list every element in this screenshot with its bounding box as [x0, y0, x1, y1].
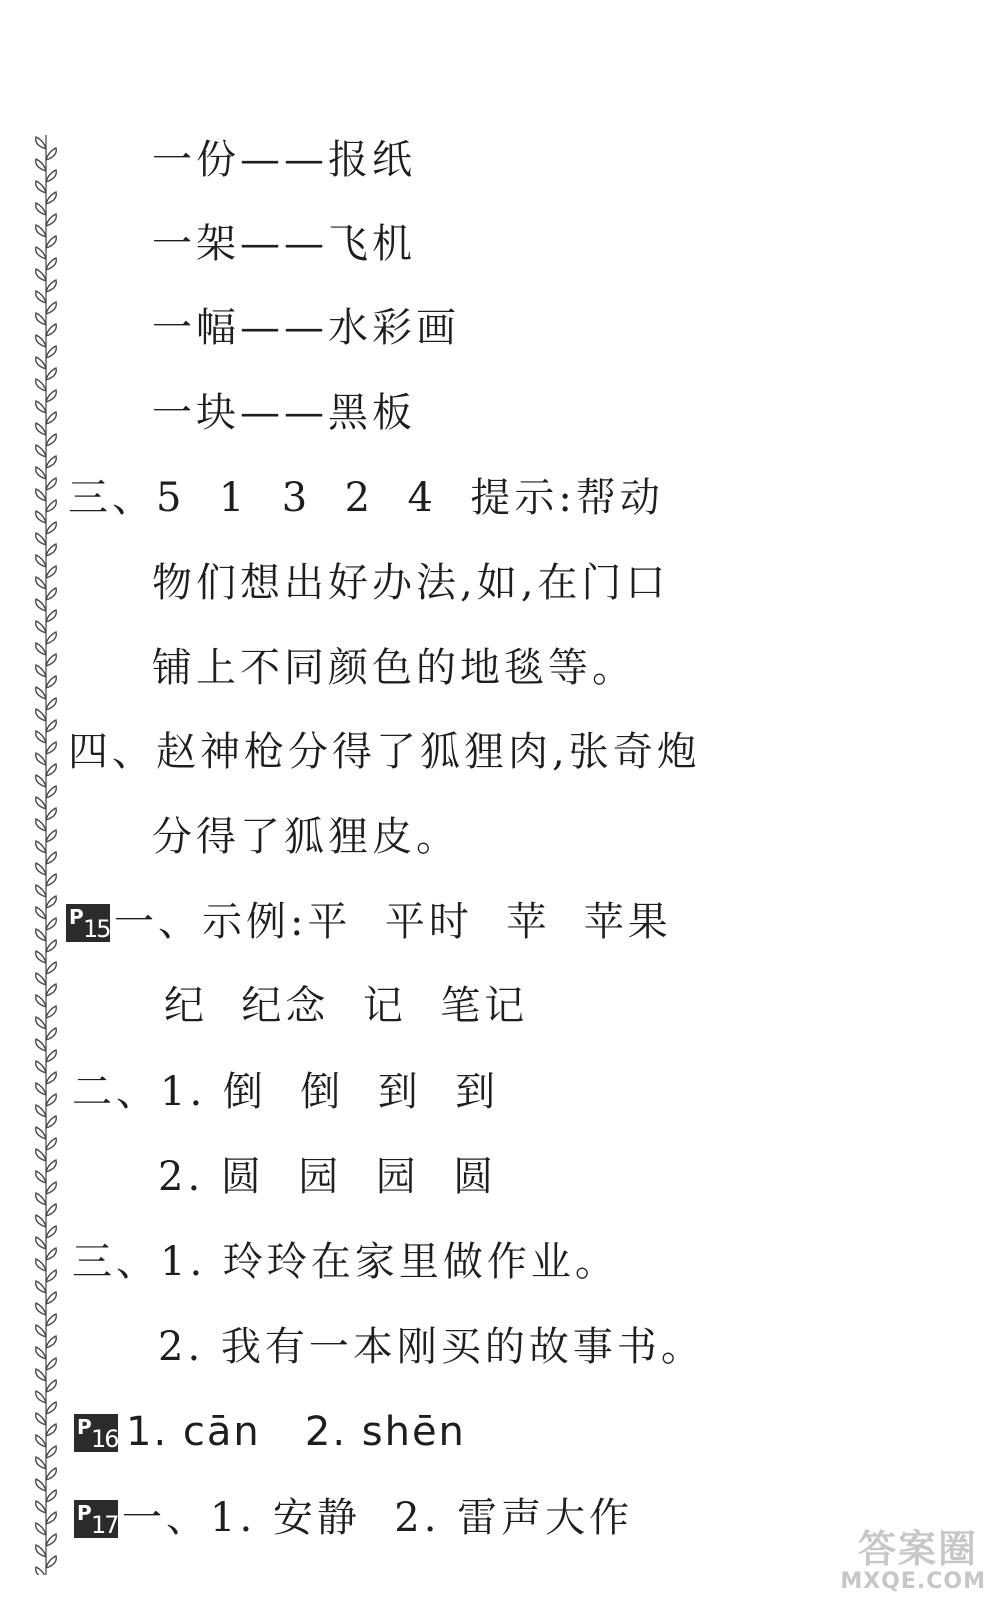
vine-leaf-icon	[46, 1292, 56, 1304]
vine-leaf-icon	[36, 203, 46, 215]
vine-leaf-icon	[36, 1061, 46, 1073]
p15-section-2-heading: 二、1. 倒 倒 到 到	[72, 1069, 500, 1115]
vine-leaf-icon	[36, 1347, 46, 1359]
page-tag-number: 15	[83, 915, 110, 943]
vine-leaf-icon	[46, 1248, 56, 1260]
p17-section-1-heading: 一、1. 安静 2. 雷声大作	[122, 1495, 634, 1541]
vine-leaf-icon	[36, 995, 46, 1007]
vine-leaf-icon	[36, 1259, 46, 1271]
vine-leaf-icon	[46, 148, 56, 160]
vine-leaf-icon	[46, 984, 56, 996]
vine-leaf-icon	[46, 1380, 56, 1392]
vine-leaf-icon	[36, 1501, 46, 1513]
vine-leaf-icon	[36, 709, 46, 721]
vine-leaf-icon	[46, 1226, 56, 1238]
vine-leaf-icon	[36, 1369, 46, 1381]
vine-leaf-icon	[46, 214, 56, 226]
vine-leaf-icon	[46, 544, 56, 556]
vine-leaf-icon	[36, 951, 46, 963]
watermark-bottom-text: MXQE.COM	[840, 1569, 986, 1594]
vine-leaf-icon	[36, 577, 46, 589]
vine-leaf-icon	[46, 500, 56, 512]
vine-leaf-icon	[46, 720, 56, 732]
vine-leaf-icon	[36, 907, 46, 919]
vine-leaf-icon	[36, 379, 46, 391]
answer-line: 一份——报纸	[152, 137, 416, 183]
answer-line: 分得了狐狸皮。	[152, 814, 460, 860]
page-tag-letter: P	[77, 1415, 92, 1439]
vine-leaf-icon	[46, 632, 56, 644]
page-tag-p15	[66, 904, 110, 942]
vine-leaf-icon	[46, 434, 56, 446]
vine-leaf-icon	[36, 599, 46, 611]
vine-leaf-icon	[46, 830, 56, 842]
vine-leaf-icon	[46, 852, 56, 864]
vine-leaf-icon	[46, 1468, 56, 1480]
vine-leaf-icon	[36, 885, 46, 897]
vine-leaf-icon	[46, 1358, 56, 1370]
vine-leaf-icon	[46, 1270, 56, 1282]
vine-leaf-icon	[36, 511, 46, 523]
vine-leaf-icon	[36, 445, 46, 457]
vine-leaf-icon	[46, 192, 56, 204]
page-tag-letter: P	[77, 1501, 92, 1525]
vine-leaf-icon	[46, 1446, 56, 1458]
page-tag-p16	[74, 1414, 118, 1452]
answer-line: 一幅——水彩画	[152, 305, 460, 351]
p15-section-3-heading: 三、1. 玲玲在家里做作业。	[72, 1239, 619, 1285]
vine-leaf-icon	[36, 225, 46, 237]
vine-leaf-icon	[46, 1402, 56, 1414]
vine-leaf-icon	[36, 401, 46, 413]
vine-leaf-icon	[46, 1160, 56, 1172]
vine-leaf-icon	[36, 1039, 46, 1051]
vine-leaf-icon	[46, 742, 56, 754]
watermark-top-text: 答案圈	[857, 1527, 978, 1571]
vine-leaf-icon	[36, 335, 46, 347]
vine-leaf-icon	[36, 291, 46, 303]
vine-leaf-icon	[46, 654, 56, 666]
vine-leaf-icon	[46, 962, 56, 974]
vine-leaf-icon	[36, 1391, 46, 1403]
page-tag-p17	[74, 1500, 118, 1538]
answer-line: 铺上不同颜色的地毯等。	[152, 645, 636, 691]
vine-leaf-icon	[46, 346, 56, 358]
vine-leaf-icon	[46, 1534, 56, 1546]
vine-leaf-icon	[36, 929, 46, 941]
answer-line: 纪 纪念 记 笔记	[164, 983, 529, 1029]
vine-leaf-icon	[36, 1017, 46, 1029]
vine-leaf-icon	[46, 874, 56, 886]
vine-leaf-icon	[36, 1457, 46, 1469]
page-tag-letter: P	[69, 905, 84, 929]
vine-leaf-icon	[36, 467, 46, 479]
vine-leaf-icon	[36, 1127, 46, 1139]
vine-leaf-icon	[36, 1237, 46, 1249]
vine-leaf-icon	[36, 1171, 46, 1183]
vine-leaf-icon	[36, 423, 46, 435]
vine-leaf-icon	[46, 940, 56, 952]
vine-border-icon	[28, 135, 64, 1575]
vine-leaf-icon	[46, 390, 56, 402]
vine-leaf-icon	[36, 247, 46, 259]
vine-leaf-icon	[36, 1545, 46, 1557]
vine-leaf-icon	[36, 181, 46, 193]
vine-leaf-icon	[46, 1094, 56, 1106]
p15-section-1-heading: 一、示例:平 平时 苹 苹果	[114, 899, 672, 945]
vine-leaf-icon	[46, 1424, 56, 1436]
vine-leaf-icon	[36, 1479, 46, 1491]
vine-leaf-icon	[36, 357, 46, 369]
vine-leaf-icon	[46, 1490, 56, 1502]
vine-leaf-icon	[36, 753, 46, 765]
vine-leaf-icon	[46, 764, 56, 776]
vine-leaf-icon	[46, 1556, 56, 1568]
vine-leaf-icon	[36, 775, 46, 787]
vine-leaf-icon	[46, 280, 56, 292]
answer-line: 一架——飞机	[152, 221, 416, 267]
vine-leaf-icon	[36, 1523, 46, 1535]
vine-leaf-icon	[46, 456, 56, 468]
section-3-heading: 三、5 1 3 2 4 提示:帮动	[68, 475, 664, 521]
vine-leaf-icon	[36, 1105, 46, 1117]
vine-leaf-icon	[46, 1072, 56, 1084]
vine-leaf-icon	[36, 489, 46, 501]
vine-leaf-icon	[36, 1083, 46, 1095]
vine-leaf-icon	[36, 863, 46, 875]
vine-leaf-icon	[36, 137, 46, 149]
vine-leaf-icon	[36, 1413, 46, 1425]
vine-leaf-icon	[46, 698, 56, 710]
vine-leaf-icon	[46, 610, 56, 622]
vine-leaf-icon	[36, 643, 46, 655]
vine-leaf-icon	[36, 841, 46, 853]
vine-leaf-icon	[46, 588, 56, 600]
vine-leaf-icon	[36, 687, 46, 699]
vine-leaf-icon	[46, 1336, 56, 1348]
vine-leaf-icon	[46, 1050, 56, 1062]
watermark-logo	[826, 1516, 986, 1596]
vine-leaf-icon	[36, 665, 46, 677]
vine-leaf-icon	[46, 302, 56, 314]
vine-leaf-icon	[36, 313, 46, 325]
p16-answer-line: 1. cān 2. shēn	[126, 1409, 466, 1455]
vine-leaf-icon	[36, 555, 46, 567]
answer-line: 2. 我有一本刚买的故事书。	[158, 1324, 705, 1370]
vine-leaf-icon	[36, 819, 46, 831]
page-tag-number: 17	[91, 1511, 118, 1539]
vine-leaf-icon	[46, 1182, 56, 1194]
vine-leaf-icon	[36, 1325, 46, 1337]
vine-leaf-icon	[36, 1281, 46, 1293]
section-4-heading: 四、赵神枪分得了狐狸肉,张奇炮	[68, 729, 701, 775]
vine-leaf-icon	[36, 621, 46, 633]
vine-leaf-icon	[46, 1314, 56, 1326]
answer-line: 一块——黑板	[152, 390, 416, 436]
vine-leaf-icon	[36, 533, 46, 545]
vine-leaf-icon	[46, 896, 56, 908]
vine-leaf-icon	[36, 973, 46, 985]
vine-leaf-icon	[46, 808, 56, 820]
vine-leaf-icon	[46, 324, 56, 336]
vine-leaf-icon	[46, 1512, 56, 1524]
vine-leaf-icon	[46, 1116, 56, 1128]
vine-leaf-icon	[46, 412, 56, 424]
vine-leaf-icon	[46, 1028, 56, 1040]
vine-leaf-icon	[46, 258, 56, 270]
vine-leaf-icon	[36, 1435, 46, 1447]
vine-leaf-icon	[46, 368, 56, 380]
vine-leaf-icon	[46, 478, 56, 490]
vine-leaf-icon	[36, 1567, 46, 1575]
vine-leaf-icon	[46, 1138, 56, 1150]
vine-leaf-icon	[46, 918, 56, 930]
vine-leaf-icon	[36, 1215, 46, 1227]
vine-leaf-icon	[36, 797, 46, 809]
page-tag-number: 16	[91, 1425, 118, 1453]
vine-leaf-icon	[46, 786, 56, 798]
vine-leaf-icon	[36, 1193, 46, 1205]
vine-leaf-icon	[36, 1149, 46, 1161]
answer-line: 2. 圆 园 园 圆	[158, 1154, 498, 1200]
answer-line: 物们想出好办法,如,在门口	[152, 560, 670, 606]
vine-leaf-icon	[36, 731, 46, 743]
vine-leaf-icon	[36, 1303, 46, 1315]
vine-leaf-icon	[46, 566, 56, 578]
vine-leaf-icon	[46, 522, 56, 534]
vine-leaf-icon	[46, 236, 56, 248]
vine-leaf-icon	[46, 1204, 56, 1216]
vine-leaf-icon	[36, 159, 46, 171]
vine-leaf-icon	[36, 269, 46, 281]
vine-leaf-icon	[46, 676, 56, 688]
vine-leaf-icon	[46, 170, 56, 182]
vine-leaf-icon	[46, 1006, 56, 1018]
